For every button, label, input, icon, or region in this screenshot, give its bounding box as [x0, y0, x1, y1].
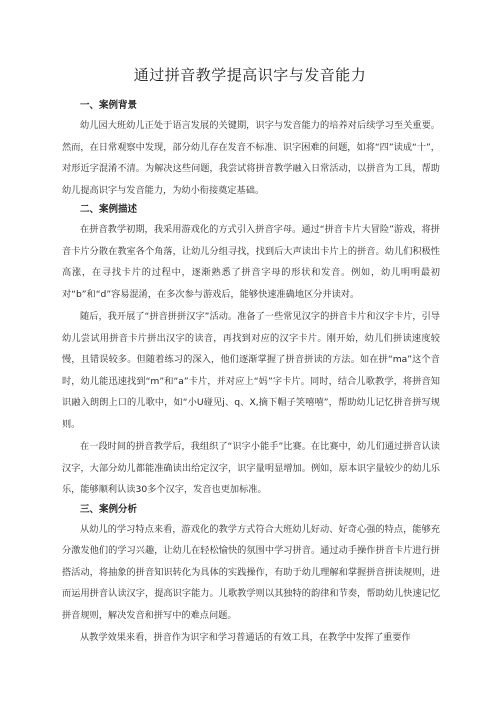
document-body: [62, 97, 440, 649]
paragraph: 从幼儿的学习特点来看，游戏化的教学方式符合大班幼儿好动、好奇心强的特点，能够充分激发他们的学习兴趣，让幼儿在轻松愉快的氛围中学习拼音。通过动手操作拼音卡片进行拼搭活动，将抽象的拼音知识转化为具体的实践操作，有助于幼儿理解和掌握拼音拼读规则，进而运用拼音认读汉字，提高识字能力。儿歌教学则以其独特的韵律和节奏，帮助幼儿快速记忆拼音规则，解决发音和拼写中的难点问题。: [62, 523, 440, 621]
paragraph: 在一段时间的拼音教学后，我组织了“识字小能手”比赛。在比赛中，幼儿们通过拼音认读汉字，大部分幼儿都能准确读出给定汉字，识字量明显增加。例如，原本识字量较少的幼儿乐乐，能够顺利认读30多个汉字，发音也更加标准。: [62, 441, 440, 495]
section-analysis: [62, 501, 440, 649]
section-background: [62, 97, 440, 201]
section-heading: 三、案例分析: [80, 503, 138, 515]
paragraph: 在拼音教学初期，我采用游戏化的方式引入拼音字母。通过“拼音卡片大冒险”游戏，将拼音卡片分散在教室各个角落，让幼儿分组寻找，找到后大声读出卡片上的拼音。幼儿们积极性高涨，在寻找卡片的过程中，逐渐熟悉了拼音字母的形状和发音。例如，幼儿明明最初对“b”和“d”容易混淆，在多次参与游戏后，能够快速准确地区分并读对。: [62, 224, 440, 300]
paragraph: 随后，我开展了“拼音拼拼汉字”活动。准备了一些常见汉字的拼音卡片和汉字卡片，引导幼儿尝试用拼音卡片拼出汉字的读音，再找到对应的汉字卡片。刚开始，幼儿们拼读速度较慢，且错误较多。但随着练习的深入，他们逐渐掌握了拼音拼读的方法。如在拼“ma”这个音时，幼儿能迅速找到“m”和“a”卡片，并对应上“妈”字卡片。同时，结合儿歌教学，将拼音知识融入朗朗上口的儿歌中，如“小U碰见j、q、X,摘下帽子笑嘻嘻”，帮助幼儿记忆拼音拼写规则。: [62, 311, 440, 430]
paragraph: 幼儿园大班幼儿正处于语言发展的关键期，识字与发音能力的培养对后续学习至关重要。然而，在日常观察中发现，部分幼儿存在发音不标准、识字困难的问题，如将“四”读成“十”，对形近字混淆不清。为解决这些问题，我尝试将拼音教学融入日常活动，以拼音为工具，帮助幼儿提高识字与发音能力，为幼小衔接奠定基础。: [62, 120, 440, 196]
paragraph: 从教学效果来看，拼音作为识字和学习普通话的有效工具，在教学中发挥了重要作: [80, 632, 411, 643]
page-title: 通过拼音教学提高识字与发音能力: [133, 66, 367, 84]
section-description: [62, 201, 440, 501]
section-heading: 二、案例描述: [80, 204, 138, 215]
section-heading: 一、案例背景: [80, 100, 138, 111]
